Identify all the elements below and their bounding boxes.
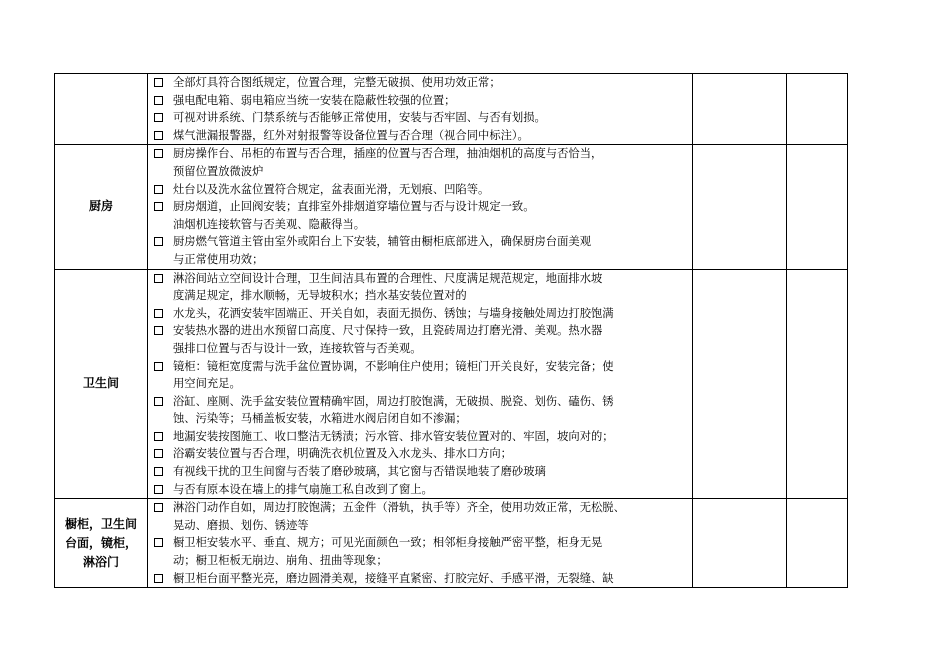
remark-cell[interactable] <box>787 74 848 145</box>
checklist-text-line: 厨房烟道，止回阀安装；直排室外排烟道穿墙位置与否与设计规定一致。 <box>173 200 535 214</box>
checkbox[interactable] <box>154 274 163 283</box>
checklist-text-line: 与否有原本设在墙上的排气扇施工私自改到了窗上。 <box>173 482 433 496</box>
category-cell <box>55 145 148 269</box>
checklist-text-line: 与正常使用功效； <box>173 252 264 266</box>
checklist-text <box>173 92 455 110</box>
checklist-text-line: 动；橱卫柜板无崩边、崩角、扭曲等现象； <box>173 554 388 568</box>
category-label: 台面，镜柜， <box>64 535 137 550</box>
category-label: 卫生间 <box>82 376 119 391</box>
checklist-item <box>154 534 688 569</box>
checkbox[interactable] <box>154 397 163 406</box>
checklist-text-line: 全部灯具符合图纸规定，位置合理，完整无破损、使用功效正常； <box>173 76 501 89</box>
checklist-text-line: 油烟机连接软管与否美观、隐蔽得当。 <box>173 217 366 231</box>
category-cell <box>55 269 148 499</box>
checklist-text <box>173 127 529 145</box>
category-cell <box>55 499 148 588</box>
checklist-item <box>154 198 688 233</box>
checkbox[interactable] <box>154 538 163 547</box>
checklist-text-line: 淋浴间站立空间设计合理，卫生间洁具布置的合理性、尺度满足规范规定，地面排水坡 <box>173 271 603 285</box>
checklist-cell <box>148 74 693 145</box>
checklist-item <box>154 74 688 92</box>
checklist-text-line: 度满足规定，排水顺畅，无导坡积水；挡水基安装位置对的 <box>173 289 467 303</box>
result-cell[interactable] <box>693 145 787 269</box>
checkbox[interactable] <box>154 326 163 335</box>
inspection-table <box>54 73 848 588</box>
checklist-text <box>173 74 501 92</box>
checklist-text-line: 淋浴门动作自如，周边打胶饱满；五金件（滑轨，执手等）齐全，使用功效正常，无松脱、 <box>173 501 625 515</box>
checklist-item <box>154 393 688 428</box>
checklist-item <box>154 305 688 323</box>
checklist-text-line: 强排口位置与否与设计一致，连接软管与否美观。 <box>173 341 422 355</box>
result-cell[interactable] <box>693 499 787 588</box>
checklist-cell <box>148 145 693 269</box>
category-label: 橱柜，卫生间 <box>64 516 137 531</box>
checklist-text <box>173 463 546 481</box>
checklist-text-line: 煤气泄漏报警器，红外对射报警等设备位置与否合理（视合同中标注）。 <box>173 128 529 142</box>
checklist-cell <box>148 499 693 588</box>
remark-cell[interactable] <box>787 269 848 499</box>
checklist-item <box>154 233 688 268</box>
checklist-text <box>173 181 489 199</box>
checkbox[interactable] <box>154 467 163 476</box>
checkbox[interactable] <box>154 503 163 512</box>
remark-cell[interactable] <box>787 499 848 588</box>
checkbox[interactable] <box>154 78 163 87</box>
checklist-item <box>154 92 688 110</box>
checkbox[interactable] <box>154 202 163 211</box>
checklist-text-line: 橱卫柜安装水平、垂直、规方；可见光面颜色一致；相邻柜身接触严密平整，柜身无晃 <box>173 536 603 550</box>
checkbox[interactable] <box>154 574 163 583</box>
checklist-text <box>173 570 614 588</box>
checklist-text-line: 厨房燃气管道主管由室外或阳台上下安装，辅管由橱柜底部进入，确保厨房台面美观 <box>173 235 591 249</box>
checkbox[interactable] <box>154 149 163 158</box>
checklist-text-line: 灶台以及洗水盆位置符合规定，盆表面光滑，无划痕、凹陷等。 <box>173 182 490 196</box>
checklist-item <box>154 109 688 127</box>
checkbox[interactable] <box>154 237 163 246</box>
checkbox[interactable] <box>154 362 163 371</box>
checklist-item <box>154 463 688 481</box>
checklist-text <box>173 233 591 268</box>
checklist-item <box>154 481 688 499</box>
checkbox[interactable] <box>154 185 163 194</box>
checkbox[interactable] <box>154 485 163 494</box>
checklist-text <box>173 481 433 499</box>
checklist-item <box>154 270 688 305</box>
table-row <box>55 74 848 145</box>
checklist-item <box>154 127 688 145</box>
checklist-text <box>173 393 614 428</box>
checklist-cell <box>148 269 693 499</box>
checklist-text <box>173 305 614 323</box>
remark-cell[interactable] <box>787 145 848 269</box>
checkbox[interactable] <box>154 131 163 140</box>
checklist-text-line: 厨房操作台、吊柜的布置与否合理，插座的位置与否合理，抽油烟机的高度与否恰当， <box>173 147 603 161</box>
result-cell[interactable] <box>693 74 787 145</box>
checklist-text-line: 浴缸、座厕、洗手盆安装位置精确牢固，周边打胶饱满，无破损、脱瓷、划伤、磕伤、锈 <box>173 394 614 408</box>
checklist-item <box>154 145 688 180</box>
checklist-item <box>154 358 688 393</box>
checklist-text-line: 安装热水器的进出水预留口高度、尺寸保持一致，且瓷砖周边打磨光滑、美观。热水器 <box>173 324 603 338</box>
category-label: 淋浴门 <box>82 554 119 569</box>
checklist-text <box>173 445 512 463</box>
checklist-text-line: 有视线干扰的卫生间窗与否装了磨砂玻璃，其它窗与否错误地装了磨砂玻璃 <box>173 465 546 479</box>
table-row <box>55 145 848 269</box>
checklist-text-line: 可视对讲系统、门禁系统与否能够正常使用，安装与否牢固、与否有划损。 <box>173 111 546 125</box>
checklist-text-line: 晃动、磨损、划伤、锈迹等 <box>173 518 309 532</box>
checkbox[interactable] <box>154 309 163 318</box>
checklist-text-line: 地漏安装按图施工、收口整洁无锈渍；污水管、排水管安装位置对的、牢固，坡向对的； <box>173 429 614 443</box>
checklist-item <box>154 428 688 446</box>
checklist-text-line: 镜柜：镜柜宽度需与洗手盆位置协调，不影响住户使用；镜柜门开关良好，安装完备；使 <box>173 359 614 373</box>
checklist-text-line: 强电配电箱、弱电箱应当统一安装在隐蔽性较强的位置； <box>173 93 456 107</box>
checklist-text <box>173 270 602 305</box>
checklist-item <box>154 570 688 588</box>
checklist-text <box>173 198 535 233</box>
checklist-text-line: 水龙头，花洒安装牢固端正、开关自如，表面无损伤、锈蚀；与墙身接触处周边打胶饱满 <box>173 306 614 320</box>
checklist-text <box>173 109 546 127</box>
checkbox[interactable] <box>154 449 163 458</box>
checkbox[interactable] <box>154 432 163 441</box>
checklist-item <box>154 181 688 199</box>
checklist-text-line: 浴霸安装位置与否合理，明确洗衣机位置及入水龙头、排水口方向； <box>173 447 512 461</box>
checklist-item <box>154 499 688 534</box>
table-row <box>55 499 848 588</box>
result-cell[interactable] <box>693 269 787 499</box>
checkbox[interactable] <box>154 96 163 105</box>
checklist-text <box>173 534 602 569</box>
checklist-text-line: 橱卫柜台面平整光亮，磨边圆滑美观，接缝平直紧密、打胶完好、手感平滑，无裂缝、缺 <box>173 571 614 585</box>
checklist-text <box>173 428 614 446</box>
checklist-text <box>173 358 614 393</box>
checklist-text <box>173 322 602 357</box>
table-row <box>55 269 848 499</box>
checklist-text <box>173 145 602 180</box>
checklist-text-line: 预留位置放微波炉 <box>173 164 264 178</box>
category-label: 厨房 <box>88 199 113 214</box>
checkbox[interactable] <box>154 113 163 122</box>
category-cell <box>55 74 148 145</box>
checklist-text <box>173 499 625 534</box>
checklist-item <box>154 445 688 463</box>
checklist-text-line: 蚀、污染等；马桶盖板安装，水箱进水阀启闭自如不渗漏； <box>173 412 467 426</box>
checklist-text-line: 用空间充足。 <box>173 377 241 391</box>
checklist-item <box>154 322 688 357</box>
